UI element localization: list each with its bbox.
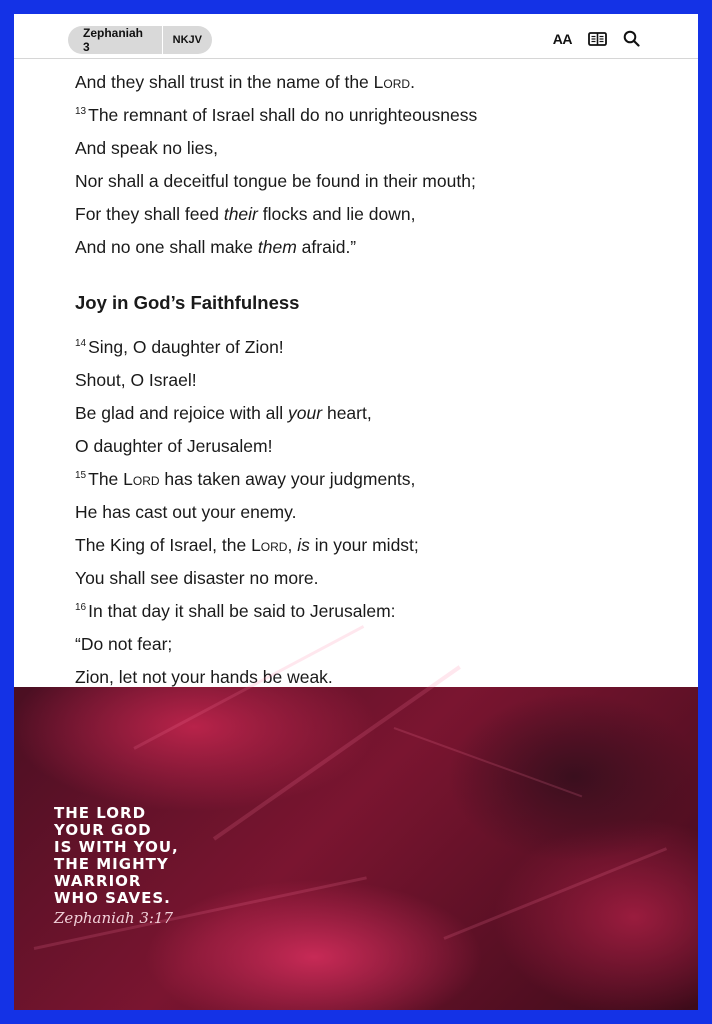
quote-line: WHO SAVES. [54,889,171,907]
search-icon[interactable] [623,30,640,47]
verse-line[interactable]: For they shall feed their flocks and lie down, [75,204,416,224]
verse-line[interactable]: And speak no lies, [75,138,219,158]
verse-line[interactable]: “Do not fear; [75,634,173,654]
verse-number: 14 [75,338,87,350]
version-button[interactable]: NKJV [172,34,202,46]
verse-line[interactable]: O daughter of Jerusalem! [75,436,273,456]
verse-line[interactable]: Nor shall a deceitful tongue be found in their mouth; [75,171,476,191]
verse-image-banner[interactable] [14,687,698,1010]
verse-line[interactable]: $^{15}$ The Lord has taken away your judgments, [75,469,416,489]
verse-line[interactable]: You shall see disaster no more. [75,568,319,588]
verse-line[interactable]: He has cast out your enemy. [75,502,297,522]
verse-line[interactable]: $^{14}$ Sing, O daughter of Zion! [75,337,284,357]
verse-reference: Zephaniah 3:17 [54,909,174,927]
book-icon[interactable] [588,32,607,46]
quote-line: WARRIOR [54,872,142,890]
verse-line[interactable]: And they shall trust in the name of the Lord. [75,72,415,92]
verse-line[interactable]: And no one shall make them afraid.” [75,237,357,257]
verse-number: 13 [75,106,87,118]
verse-number: 16 [75,602,87,614]
section-heading: Joy in God’s Faithfulness [75,292,300,313]
passage-selector[interactable] [68,26,212,54]
bible-reader [14,14,698,1010]
quote-line: YOUR GOD [54,821,152,839]
verse-line[interactable]: Be glad and rejoice with all your heart, [75,403,372,423]
verse-number: 15 [75,470,87,482]
scripture-text [75,66,685,694]
verse-line[interactable]: Shout, O Israel! [75,370,197,390]
verse-line[interactable]: Zion, let not your hands be weak. [75,667,333,687]
toolbar [553,30,640,47]
book-chapter-button[interactable]: Zephaniah 3 [68,26,163,54]
quote-line: IS WITH YOU, [54,838,179,856]
quote-line: THE MIGHTY [54,855,169,873]
verse-line[interactable]: $^{13}$ The remnant of Israel shall do no unrighteousness [75,105,478,125]
verse-line[interactable]: $^{16}$ In that day it shall be said to Jerusalem: [75,601,396,621]
verse-line[interactable]: The King of Israel, the Lord, is in your midst; [75,535,419,555]
top-bar [14,14,698,59]
verse-quote [54,805,179,907]
quote-line: THE LORD [54,804,147,822]
text-size-icon[interactable]: AA [552,30,572,47]
